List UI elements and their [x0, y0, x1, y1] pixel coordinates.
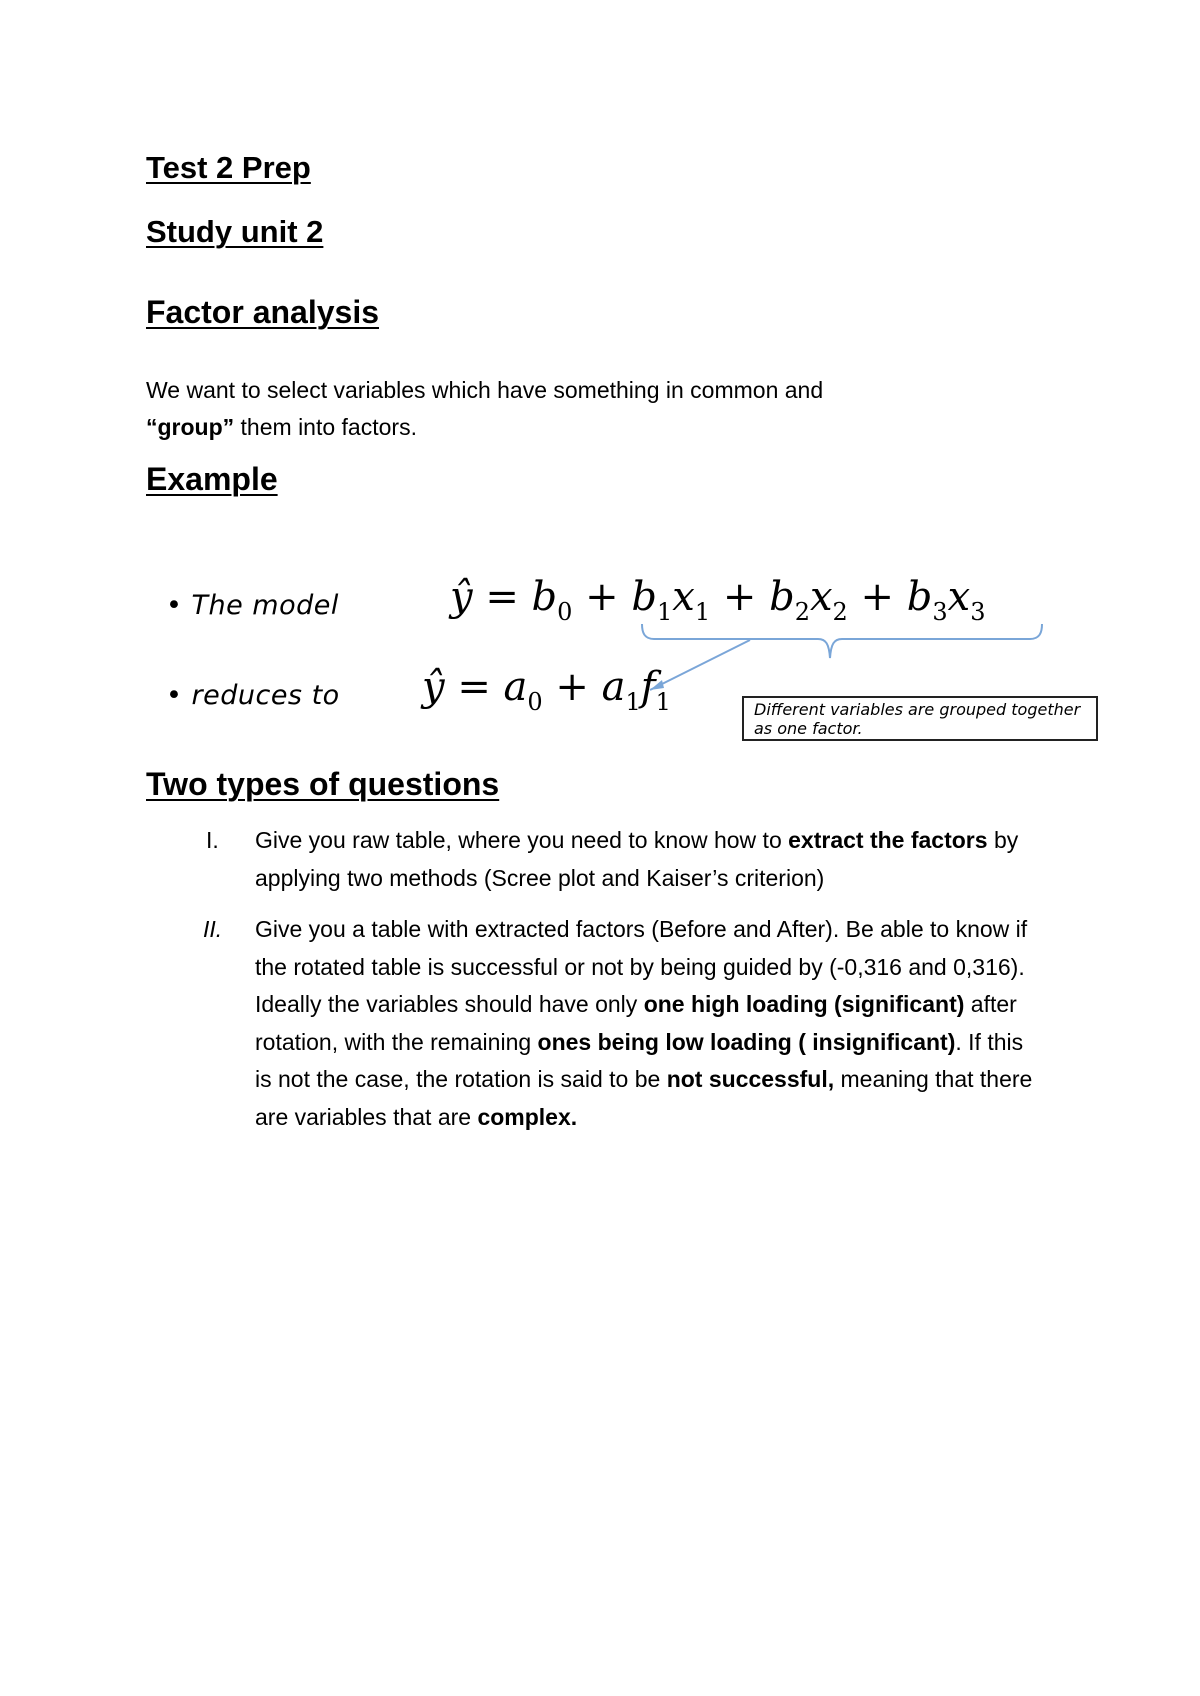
eq1-plus: + [710, 574, 770, 620]
unit-heading: Study unit 2 [146, 214, 324, 249]
eq1-plus: + [847, 574, 907, 620]
list-item [146, 822, 1046, 897]
example-figure [150, 560, 1110, 760]
question-types-list [146, 822, 1046, 1150]
eq1-sub: 3 [970, 598, 986, 626]
eq1-sub: 0 [557, 598, 573, 626]
eq2-term: a [503, 664, 528, 710]
topic-heading: Factor analysis [146, 294, 379, 330]
item-bold-text: extract the factors [788, 827, 988, 853]
curly-brace-shape [642, 624, 1042, 658]
eq1-term: x [947, 574, 971, 620]
eq2-plus: + [542, 664, 602, 710]
eq1-sub: 1 [657, 598, 673, 626]
eq1-term: b [769, 574, 795, 620]
eq1-term: b [531, 574, 558, 620]
eq2-sub: 1 [655, 688, 671, 716]
list-number: II. [203, 916, 223, 942]
eq2-sub: 0 [527, 688, 543, 716]
example-heading: Example [146, 461, 278, 497]
page-title: Test 2 Prep [146, 150, 311, 185]
eq1-term: b [631, 574, 657, 620]
bullet-the-model: • The model [166, 590, 339, 621]
eq1-term: x [672, 574, 695, 620]
item-text: Give you raw table, where you need to know how to [255, 827, 789, 853]
eq1-term: b [906, 574, 933, 620]
grouping-note-box: Different variables are grouped together as one factor. [742, 696, 1098, 741]
eq2-sub: 1 [625, 688, 641, 716]
eq2-term: f [640, 664, 656, 710]
item-text: by applying two methods (Scree plot and Kaiser’s criterion) [255, 827, 1019, 891]
list-number: I. [206, 827, 219, 853]
item-text: meaning that there are variables that are [255, 1066, 1033, 1130]
item-bold-text: not successful, [666, 1066, 835, 1092]
intro-line2: them into factors. [234, 414, 417, 440]
intro-group-word: “group” [146, 414, 235, 440]
intro-line1: We want to select variables which have something in common and [146, 377, 824, 403]
eq2-term: a [601, 664, 626, 710]
item-bold-text: ones being low loading ( insignificant) [537, 1028, 956, 1055]
questions-heading: Two types of questions [146, 766, 500, 802]
eq1-plus: + [572, 574, 632, 620]
item-text: . If this is not the case, the rotation is said to be [255, 1028, 1024, 1092]
intro-paragraph [146, 372, 1046, 446]
list-item [146, 911, 1046, 1136]
reduced-equation [422, 664, 671, 716]
item-text: Give you a table with extracted factors (Before and After). Be able to know if the rotated table is successful or not by being guided by (-0,316 and 0,316). Ideally the variables should have only [255, 916, 1028, 1017]
bullet-reduces-to: • reduces to [166, 680, 340, 711]
eq1-lhs: ŷ = [450, 574, 532, 620]
eq2-lhs: ŷ = [422, 664, 504, 710]
eq1-sub: 3 [932, 598, 948, 626]
item-bold-text: one high loading (significant) [643, 991, 965, 1017]
eq1-sub: 2 [794, 598, 810, 626]
eq1-sub: 2 [832, 598, 848, 626]
item-text: after rotation, with the remaining [255, 991, 1017, 1055]
eq1-sub: 1 [694, 598, 711, 626]
eq1-term: x [809, 574, 833, 620]
item-bold-text: complex. [477, 1103, 578, 1130]
